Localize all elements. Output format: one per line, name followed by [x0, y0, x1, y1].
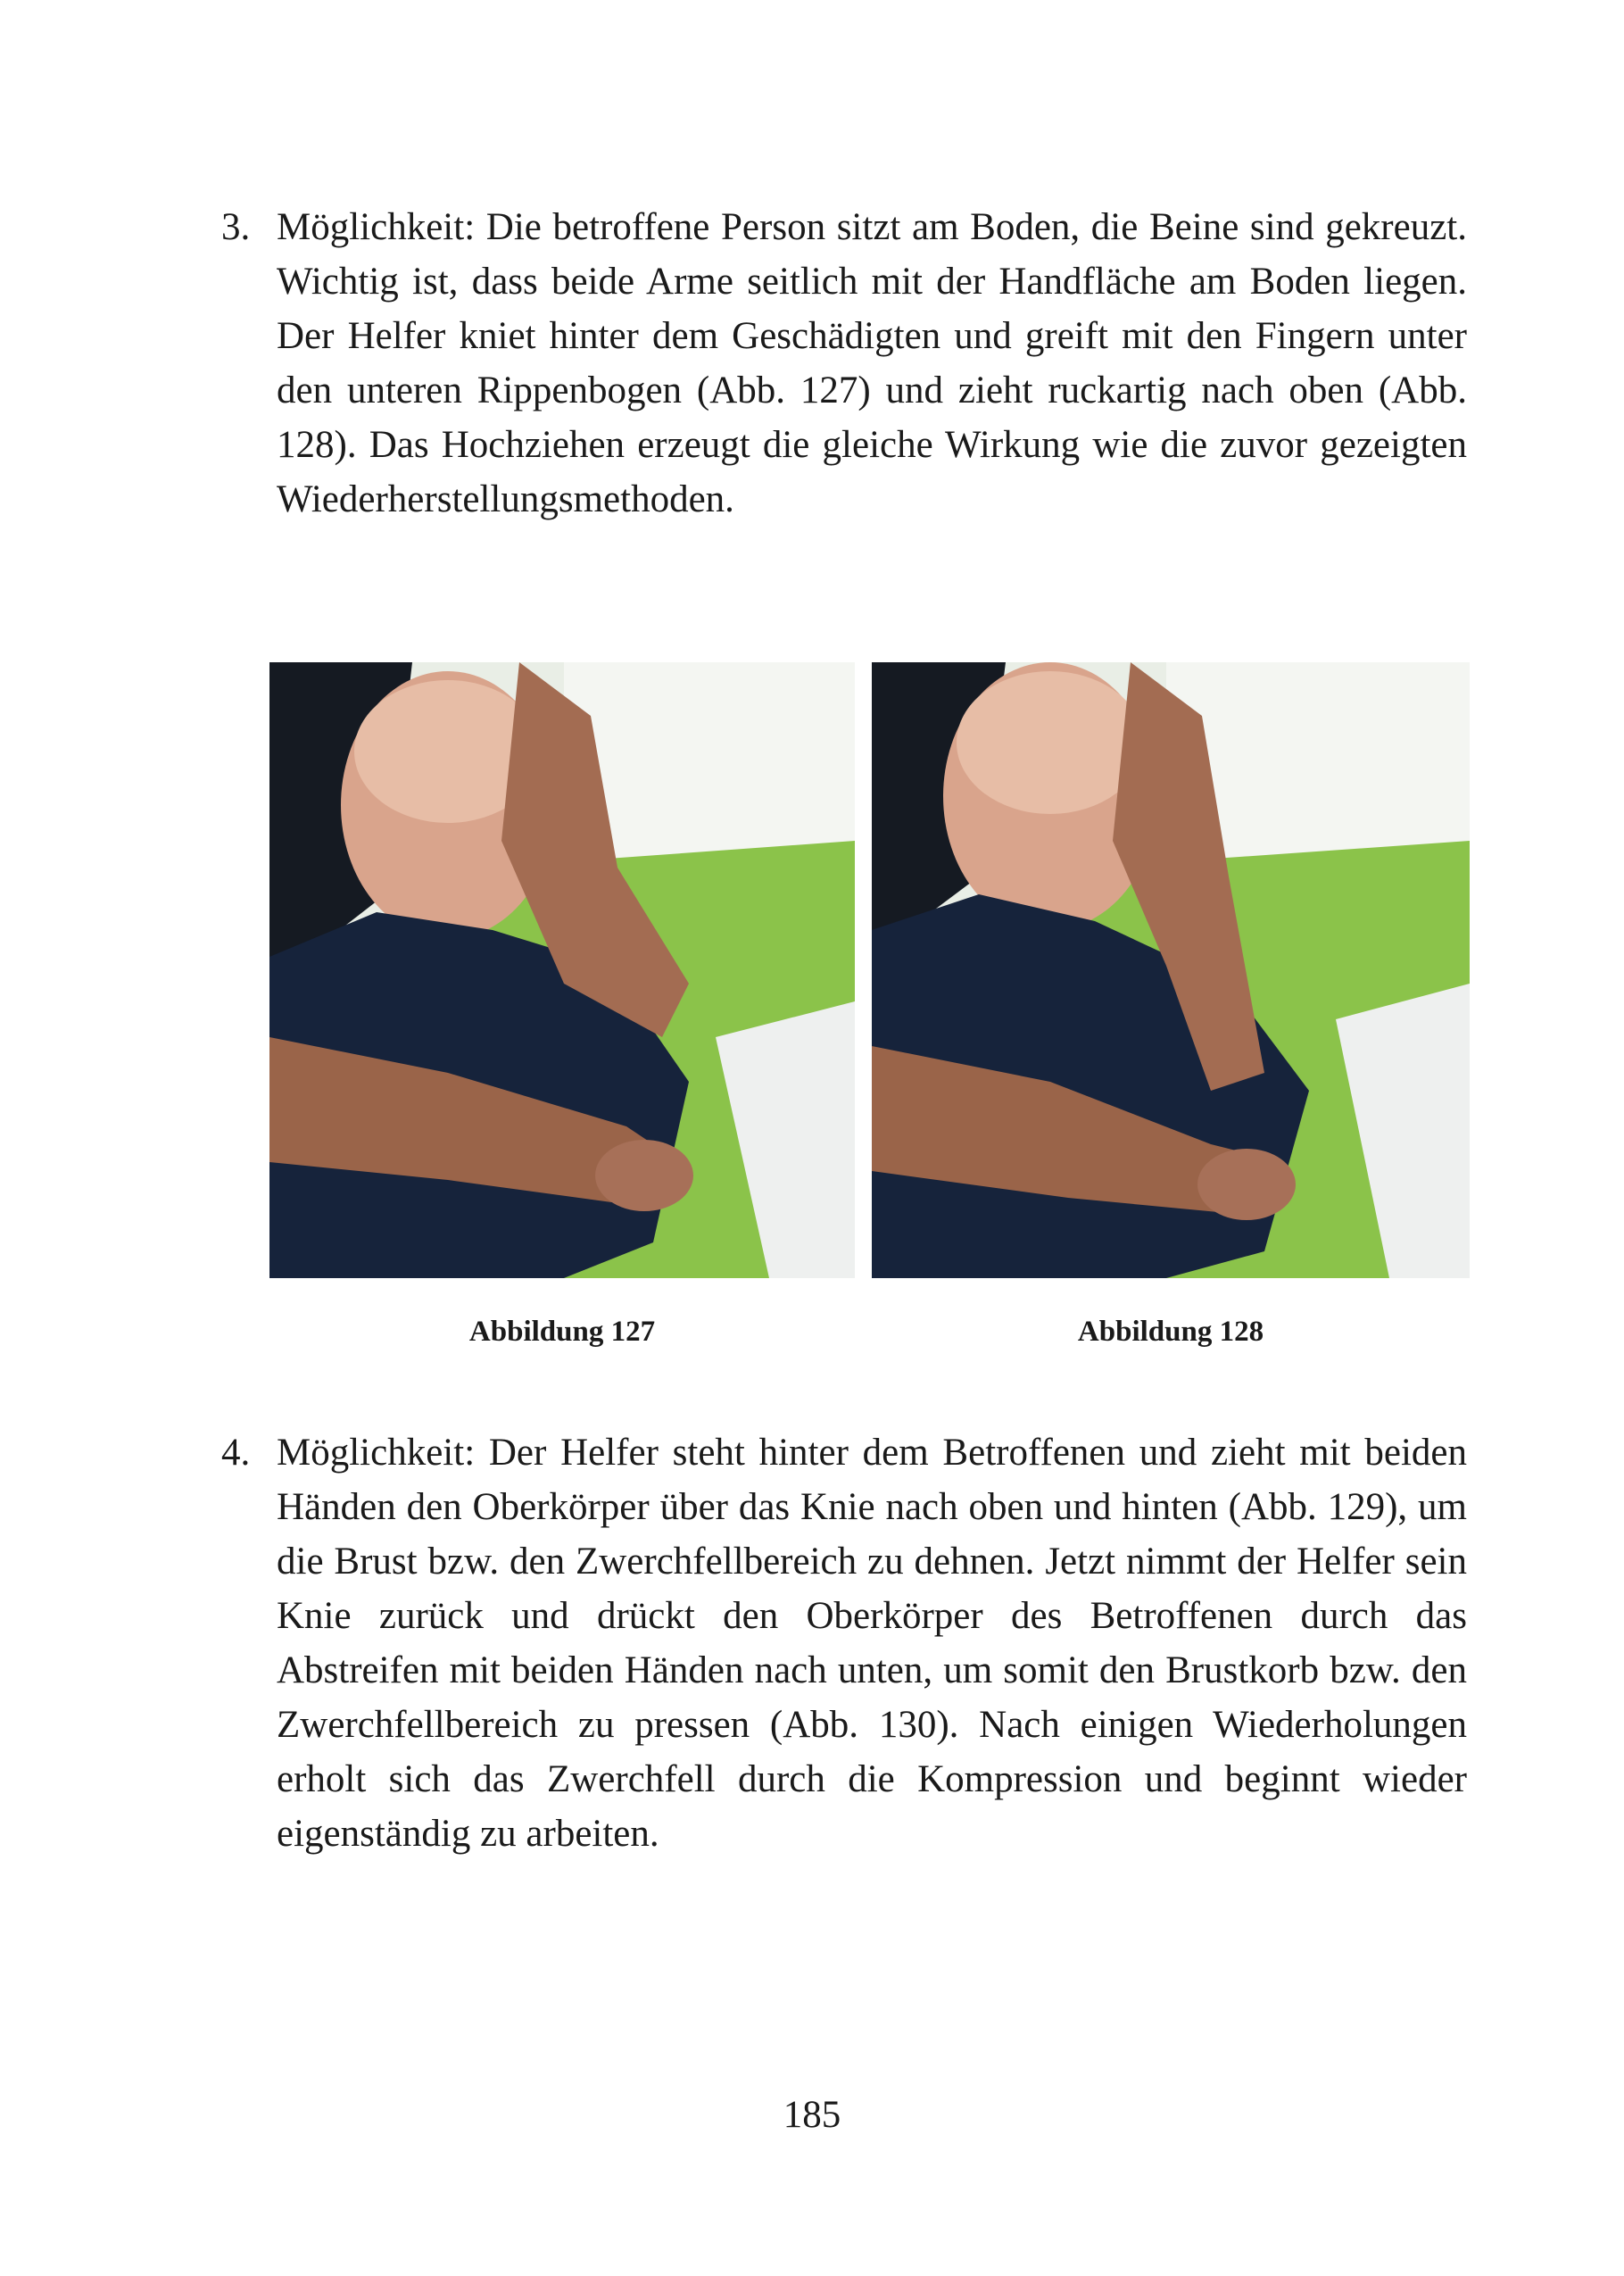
photo-helper-pulling-upward	[872, 662, 1470, 1278]
photo-helper-lifting-rib-cage	[269, 662, 855, 1278]
figure-caption-128: Abbildung 128	[1077, 1316, 1264, 1348]
list-number: 4.	[221, 1432, 251, 1474]
photo-figure-128	[872, 662, 1470, 1278]
list-item-3	[221, 200, 1467, 527]
paragraph-text: Möglichkeit: Der Helfer steht hinter dem Betroffenen und zieht mit beiden Händen den Oberkörper über das Knie nach oben und hinten (Abb. 129), um die Brust bzw. den Zwerchfellbereich zu dehnen. Jetzt nimmt der Helfer sein Knie zurück und drückt den Oberkörper des Betroffenen durch das Abstreifen mit beiden Händen nach unten, um somit den Brustkorb bzw. den Zwerchfellbereich zu pressen (Abb. 130). Nach einigen Wiederholungen erholt sich das Zwerchfell durch die Kompression und beginnt wieder eigenständig zu arbeiten.	[277, 1432, 1467, 1855]
photo-figure-127	[269, 662, 855, 1278]
page-number: 185	[783, 2094, 841, 2136]
list-number: 3.	[221, 206, 251, 248]
figure-caption-127: Abbildung 127	[468, 1316, 656, 1348]
paragraph-text: Möglichkeit: Die betroffene Person sitzt am Boden, die Beine sind gekreuzt. Wichtig ist, dass beide Arme seitlich mit der Handfläche am Boden liegen. Der Helfer kniet hinter dem Geschädigten und greift mit den Fingern unter den unteren Rippenbogen (Abb. 127) und zieht ruckartig nach oben (Abb. 128). Das Hochziehen erzeugt die gleiche Wirkung wie die zuvor gezeigten Wiederherstellungsmethoden.	[277, 206, 1467, 520]
list-item-4	[221, 1425, 1467, 1861]
